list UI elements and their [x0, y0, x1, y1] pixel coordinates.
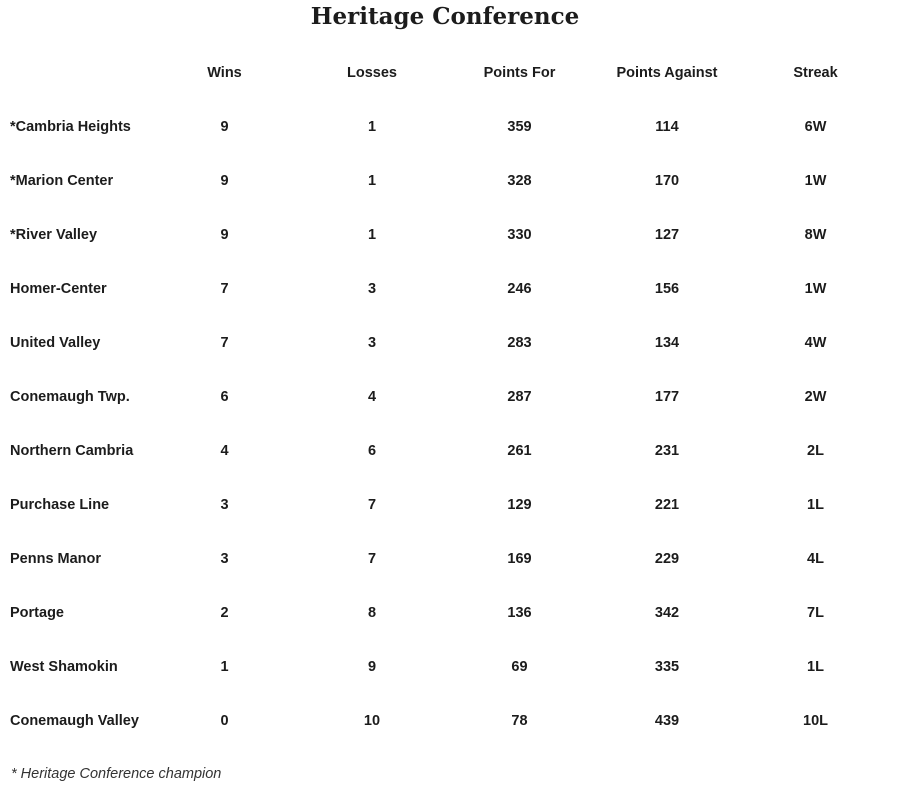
- losses-cell: 3: [367, 335, 377, 351]
- team-name: *Marion Center: [10, 173, 114, 189]
- wins-cell: 2: [220, 605, 229, 621]
- footnote: * Heritage Conference champion: [11, 766, 222, 782]
- table-header-row: [0, 46, 890, 100]
- team-name: United Valley: [10, 335, 101, 351]
- points-for-cell: 330: [507, 227, 532, 243]
- points-against-cell: 221: [654, 497, 680, 513]
- points-against-cell: 229: [654, 551, 680, 567]
- streak-cell: 2W: [804, 389, 827, 405]
- team-name: Northern Cambria: [10, 443, 134, 459]
- table-row: [0, 154, 890, 208]
- points-against-cell: 114: [655, 119, 679, 135]
- wins-cell: 7: [220, 335, 229, 351]
- column-header-wins: Wins: [207, 65, 242, 81]
- points-against-cell: 177: [654, 389, 680, 405]
- column-header-points-against: Points Against: [616, 65, 718, 81]
- points-against-cell: 170: [654, 173, 680, 189]
- points-for-cell: 136: [507, 605, 532, 621]
- team-name: Conemaugh Valley: [10, 713, 139, 729]
- team-name: Portage: [10, 605, 64, 621]
- column-header-losses: Losses: [347, 65, 397, 81]
- points-against-cell: 342: [654, 605, 680, 621]
- wins-cell: 3: [220, 497, 229, 513]
- streak-cell: 6W: [804, 119, 827, 135]
- wins-cell: 7: [220, 281, 229, 297]
- streak-cell: 1L: [807, 659, 824, 675]
- table-row: [0, 694, 890, 748]
- table-row: [0, 532, 890, 586]
- page-title: Heritage Conference: [310, 3, 580, 30]
- wins-cell: 0: [220, 713, 229, 729]
- losses-cell: 6: [367, 443, 377, 459]
- points-against-cell: 156: [654, 281, 680, 297]
- points-for-cell: 287: [507, 389, 532, 405]
- table-row: [0, 424, 890, 478]
- streak-cell: 1W: [804, 173, 827, 189]
- points-for-cell: 261: [507, 443, 532, 459]
- wins-cell: 6: [220, 389, 229, 405]
- streak-cell: 4L: [807, 551, 824, 567]
- table-row: [0, 208, 890, 262]
- column-header-team: [0, 46, 151, 100]
- wins-cell: 9: [220, 119, 229, 135]
- team-name: *River Valley: [10, 227, 98, 243]
- team-name: Conemaugh Twp.: [10, 389, 130, 405]
- losses-cell: 10: [363, 713, 381, 729]
- column-header-points-for: Points For: [483, 65, 556, 81]
- points-for-cell: 169: [507, 551, 532, 567]
- wins-cell: 9: [220, 227, 229, 243]
- losses-cell: 3: [367, 281, 377, 297]
- points-for-cell: 283: [507, 335, 532, 351]
- losses-cell: 1: [367, 173, 377, 189]
- losses-cell: 9: [367, 659, 377, 675]
- points-against-cell: 134: [654, 335, 680, 351]
- points-against-cell: 439: [654, 713, 680, 729]
- table-row: [0, 316, 890, 370]
- streak-cell: 1W: [804, 281, 827, 297]
- table-row: [0, 100, 890, 154]
- column-header-streak: Streak: [793, 65, 838, 81]
- points-against-cell: 335: [654, 659, 680, 675]
- wins-cell: 4: [220, 443, 229, 459]
- table-row: [0, 262, 890, 316]
- points-for-cell: 246: [507, 281, 532, 297]
- points-against-cell: 231: [654, 443, 680, 459]
- streak-cell: 1L: [807, 497, 824, 513]
- losses-cell: 7: [367, 551, 377, 567]
- wins-cell: 3: [220, 551, 229, 567]
- losses-cell: 1: [367, 119, 377, 135]
- streak-cell: 8W: [804, 227, 827, 243]
- table-row: [0, 640, 890, 694]
- streak-cell: 4W: [804, 335, 827, 351]
- losses-cell: 8: [367, 605, 377, 621]
- team-name: Homer-Center: [10, 281, 107, 297]
- team-name: Purchase Line: [10, 497, 110, 513]
- table-row: [0, 370, 890, 424]
- table-row: [0, 478, 890, 532]
- points-for-cell: 359: [507, 119, 532, 135]
- streak-cell: 10L: [803, 713, 828, 729]
- points-for-cell: 69: [511, 659, 528, 675]
- wins-cell: 9: [220, 173, 229, 189]
- points-for-cell: 129: [507, 497, 532, 513]
- streak-cell: 7L: [807, 605, 824, 621]
- points-against-cell: 127: [654, 227, 680, 243]
- team-name: West Shamokin: [10, 659, 118, 675]
- losses-cell: 1: [367, 227, 377, 243]
- losses-cell: 4: [367, 389, 377, 405]
- team-name: Penns Manor: [10, 551, 102, 567]
- points-for-cell: 78: [511, 713, 528, 729]
- points-for-cell: 328: [507, 173, 532, 189]
- losses-cell: 7: [367, 497, 377, 513]
- streak-cell: 2L: [807, 443, 824, 459]
- standings-table: [0, 46, 890, 748]
- table-row: [0, 586, 890, 640]
- team-name: *Cambria Heights: [10, 119, 131, 135]
- wins-cell: 1: [220, 659, 229, 675]
